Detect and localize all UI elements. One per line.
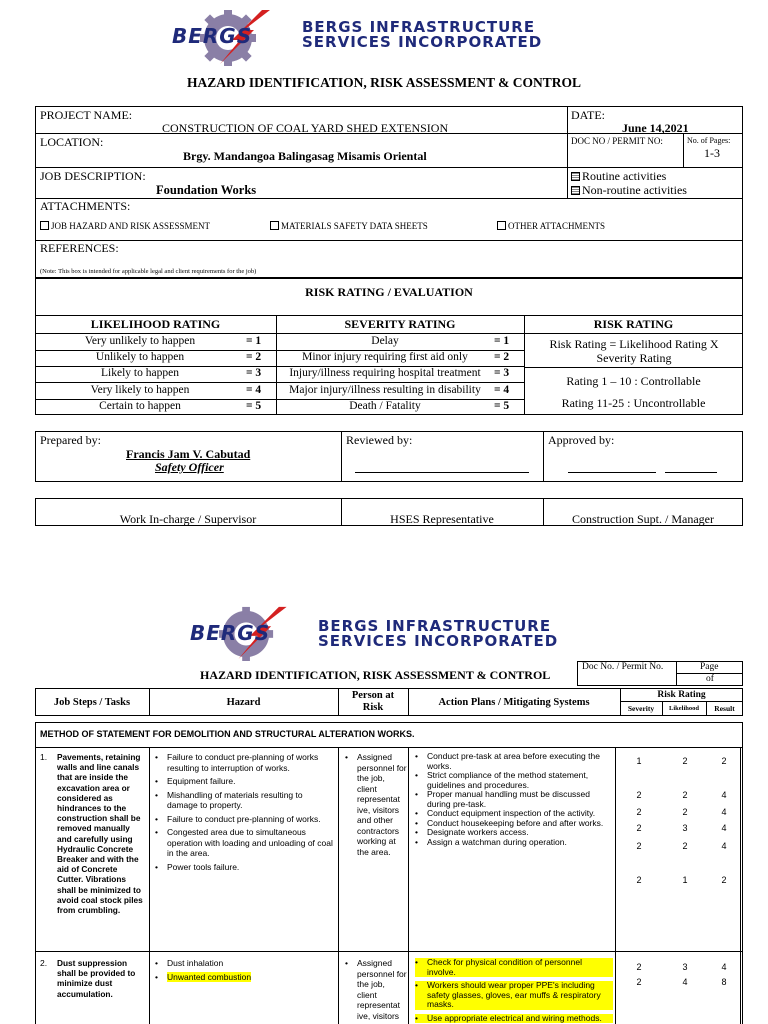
person-at-risk: [345, 752, 407, 860]
result-value: 4: [721, 807, 727, 817]
hazard-item: [155, 862, 335, 873]
severity-value: 2: [636, 962, 642, 972]
severity-header: SEVERITY RATING: [344, 317, 456, 331]
result-value: 4: [721, 962, 727, 972]
hazard-list: [155, 752, 335, 875]
prepared-by-name: Francis Jam V. Cabutad: [126, 447, 251, 461]
likelihood-label-5: Certain to happen: [99, 400, 181, 412]
job-description-label: JOB DESCRIPTION:: [40, 169, 146, 183]
result-value: 4: [721, 790, 727, 800]
date-label: DATE:: [571, 108, 605, 122]
hazard-item: [155, 776, 335, 787]
non-routine-checkbox[interactable]: [571, 186, 580, 195]
severity-label-1: Delay: [371, 335, 399, 347]
risk-uncontrollable: Rating 11-25 : Uncontrollable: [561, 396, 706, 410]
doc-no-label: DOC NO / PERMIT NO:: [571, 136, 663, 146]
hazard-text: Unwanted combustion: [167, 971, 252, 982]
hazard-text: Dust inhalation: [167, 958, 224, 968]
severity-value: 2: [636, 977, 642, 987]
approved-by-label: Approved by:: [548, 433, 615, 447]
risk-controllable: Rating 1 – 10 : Controllable: [566, 374, 701, 388]
attach-other-row[interactable]: [497, 221, 605, 231]
likelihood-value-3: = 3: [246, 367, 262, 379]
hdr-result: Result: [714, 704, 735, 713]
likelihood-value-1: = 1: [246, 335, 262, 347]
routine-checkbox-row[interactable]: [571, 169, 666, 184]
attach-msds-label: MATERIALS SAFETY DATA SHEETS: [281, 221, 428, 231]
likelihood-value-4: = 4: [246, 384, 262, 396]
severity-value-3: = 3: [494, 367, 510, 379]
severity-value-1: = 1: [494, 335, 510, 347]
logo-text-2: BERGS: [190, 621, 271, 645]
routine-label: Routine activities: [582, 169, 667, 183]
action-item: • Designate workers access.: [415, 828, 613, 838]
likelihood-value: 2: [682, 807, 688, 817]
reviewed-signature-line: [355, 472, 529, 473]
attach-other-checkbox[interactable]: [497, 221, 506, 230]
likelihood-label-3: Likely to happen: [101, 367, 179, 379]
action-plan-list: [415, 958, 613, 1024]
risk-formula: Risk Rating = Likelihood Rating X Severity Rating: [549, 337, 719, 365]
severity-label-4: Major injury/illness resulting in disability: [289, 384, 481, 396]
likelihood-value: 2: [682, 756, 688, 766]
prepared-by-label: Prepared by:: [40, 433, 101, 447]
references-label: REFERENCES:: [40, 241, 119, 255]
location-value: Brgy. Mandangoa Balingasag Misamis Oriental: [183, 149, 427, 163]
hdr-hazard: Hazard: [226, 697, 261, 708]
reviewed-by-label: Reviewed by:: [346, 433, 413, 447]
hdr-likelihood: Likelihood: [669, 705, 699, 712]
hazard-item: [155, 814, 335, 825]
action-item: • Strict compliance of the method statement, guidelines and procedures.: [415, 771, 613, 790]
hazard-list: [155, 958, 335, 985]
hazard-text: Congested area due to simultaneous operation with loading and unloading of coal in the area.: [167, 827, 333, 858]
severity-value: 1: [636, 756, 642, 766]
risk-evaluation-title: RISK RATING / EVALUATION: [305, 285, 473, 299]
likelihood-value-5: = 5: [246, 400, 262, 412]
sig-manager: Construction Supt. / Manager: [572, 512, 714, 526]
page2-title: HAZARD IDENTIFICATION, RISK ASSESSMENT & CONTROL: [200, 668, 551, 682]
routine-checkbox[interactable]: [571, 172, 580, 181]
job-step-task: Dust suppression shall be provided to minimize dust accumulation.: [57, 958, 136, 999]
job-description-value: Foundation Works: [156, 183, 257, 197]
likelihood-value-2: = 2: [246, 351, 262, 363]
action-item: • Conduct housekeeping before and after works.: [415, 819, 613, 829]
location-label: LOCATION:: [40, 135, 104, 149]
approved-signature-line-2: [665, 472, 717, 473]
severity-value-2: = 2: [494, 351, 510, 363]
hdr-person-at-risk: Person at Risk: [351, 690, 395, 713]
severity-value: 2: [636, 841, 642, 851]
page1-title: HAZARD IDENTIFICATION, RISK ASSESSMENT & CONTROL: [186, 75, 582, 90]
likelihood-label-2: Unlikely to happen: [95, 351, 185, 363]
hdr-action-plans: Action Plans / Mitigating Systems: [438, 697, 590, 708]
action-item: • Workers should wear proper PPE's including safety glasses, gloves, ear muffs & respiratory masks.: [415, 981, 613, 1010]
result-value: 4: [721, 841, 727, 851]
severity-value: 2: [636, 823, 642, 833]
hdr-risk-rating: Risk Rating: [657, 690, 706, 700]
sig-hses: HSES Representative: [390, 512, 494, 526]
person-at-risk-text: • Assigned personnel for the job, client representat ive, visitors and other contractors working at the area.: [345, 752, 407, 857]
likelihood-header: LIKELIHOOD RATING: [90, 317, 221, 331]
severity-value: 2: [636, 790, 642, 800]
attachments-label: ATTACHMENTS:: [40, 199, 131, 213]
project-name-label: PROJECT NAME:: [40, 108, 133, 122]
page2-of-label: of: [706, 674, 714, 684]
hazard-text: Power tools failure.: [167, 861, 240, 872]
action-item: • Proper manual handling must be discussed during pre-task.: [415, 790, 613, 809]
sig-supervisor: Work In-charge / Supervisor: [119, 512, 257, 526]
likelihood-value: 4: [682, 977, 688, 987]
likelihood-label-1: Very unlikely to happen: [84, 335, 196, 347]
hdr-job-steps: Job Steps / Tasks: [53, 697, 131, 708]
date-value: June 14,2021: [622, 121, 689, 135]
attach-other-label: OTHER ATTACHMENTS: [508, 221, 606, 231]
attach-msds-checkbox[interactable]: [270, 221, 279, 230]
page2-doc-label: Doc No. / Permit No.: [582, 662, 664, 672]
company-name-line2-2: SERVICES INCORPORATED: [318, 632, 559, 650]
row-number: 1.: [40, 752, 48, 762]
action-item: • Use appropriate electrical and wiring methods.: [415, 1014, 613, 1024]
hazard-item: [155, 790, 335, 811]
result-value: 4: [721, 823, 727, 833]
action-item: • Conduct equipment inspection of the activity.: [415, 809, 613, 819]
company-logo-top: [170, 8, 590, 66]
hazard-item: [155, 827, 335, 859]
action-plan-list: [415, 752, 613, 847]
attach-msds-row[interactable]: [270, 221, 428, 231]
job-step-task: Pavements, retaining walls and line canals that are inside the excavation area or considered as hindrances to the construction shall be removed manually and carefully using Hydraulic Concrete Breaker and with the aid of Concrete Cutter. Vibrations shall be minimized to avoid coal stock piles from crumbling.: [57, 752, 143, 916]
severity-value: 2: [636, 807, 642, 817]
logo-text: BERGS: [172, 24, 253, 48]
company-logo-page2: [188, 605, 608, 661]
severity-value-5: = 5: [494, 400, 510, 412]
hazard-item: [155, 752, 335, 773]
result-value: 2: [721, 756, 727, 766]
non-routine-checkbox-row[interactable]: [571, 183, 687, 198]
company-name-line2: SERVICES INCORPORATED: [302, 33, 543, 51]
person-at-risk: [345, 958, 407, 1024]
hazard-text: Failure to conduct pre-planning of works resulting to interruption of works.: [167, 752, 319, 773]
action-item: • Conduct pre-task at area before executing the works.: [415, 752, 613, 771]
row-number: 2.: [40, 958, 48, 968]
likelihood-value: 2: [682, 790, 688, 800]
company-name-line1: BERGS INFRASTRUCTURE: [302, 18, 536, 36]
severity-label-3: Injury/illness requiring hospital treatment: [289, 367, 481, 379]
hdr-severity: Severity: [627, 704, 655, 713]
attach-jha-label: JOB HAZARD AND RISK ASSESSMENT: [51, 221, 211, 231]
risk-header: RISK RATING: [593, 317, 674, 331]
hazard-text: Equipment failure.: [167, 776, 236, 786]
result-value: 8: [721, 977, 727, 987]
attach-jha-checkbox[interactable]: [40, 221, 49, 230]
person-at-risk-text: • Assigned personnel for the job, client representat ive, visitors: [345, 958, 407, 1021]
pages-value: 1-3: [704, 146, 720, 160]
non-routine-label: Non-routine activities: [582, 183, 687, 197]
action-item: • Check for physical condition of personnel involve.: [415, 958, 613, 977]
likelihood-value: 3: [682, 962, 688, 972]
prepared-by-role: Safety Officer: [155, 460, 224, 474]
severity-label-5: Death / Fatality: [349, 400, 421, 412]
company-name-line1-2: BERGS INFRASTRUCTURE: [318, 617, 552, 635]
action-item: • Assign a watchman during operation.: [415, 838, 613, 848]
method-statement-title: METHOD OF STATEMENT FOR DEMOLITION AND STRUCTURAL ALTERATION WORKS.: [40, 729, 415, 739]
severity-value: 2: [636, 875, 642, 885]
likelihood-value: 1: [682, 875, 688, 885]
attach-jha-row[interactable]: [40, 221, 210, 231]
hazard-item: [155, 958, 335, 969]
hazard-text: Failure to conduct pre-planning of works.: [167, 813, 321, 824]
hazard-text: Mishandling of materials resulting to damage to property.: [167, 789, 303, 810]
severity-value-4: = 4: [494, 384, 510, 396]
hazard-item: [155, 972, 335, 983]
approved-signature-line-1: [568, 472, 656, 473]
pages-label: No. of Pages:: [687, 136, 731, 145]
likelihood-label-4: Very likely to happen: [90, 384, 190, 396]
project-name-value: CONSTRUCTION OF COAL YARD SHED EXTENSION: [162, 121, 449, 135]
references-note: (Note: This box is intended for applicable legal and client requirements for the job): [40, 268, 257, 275]
page2-page-label: Page: [700, 662, 719, 672]
likelihood-value: 2: [682, 841, 688, 851]
severity-label-2: Minor injury requiring first aid only: [302, 351, 468, 363]
result-value: 2: [721, 875, 727, 885]
likelihood-value: 3: [682, 823, 688, 833]
